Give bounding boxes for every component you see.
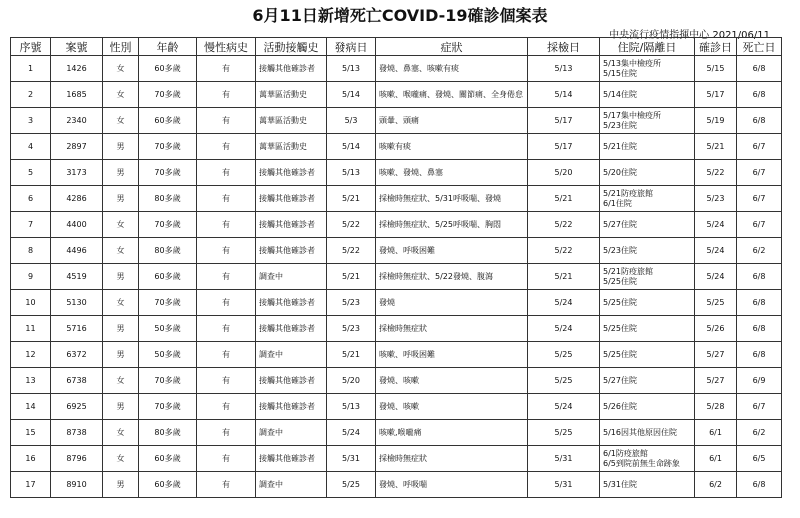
- cell-activity: 萬華區活動史: [256, 134, 327, 160]
- cell-hospital-date: 5/16因其他原因住院: [600, 420, 695, 446]
- cell-chronic: 有: [197, 212, 256, 238]
- cell-symptoms: 發燒、呼吸困難: [376, 238, 528, 264]
- cell-case-no: 6738: [51, 368, 103, 394]
- cell-activity: 調查中: [256, 420, 327, 446]
- cell-death-date: 6/8: [737, 316, 782, 342]
- cell-seq: 4: [11, 134, 51, 160]
- cell-seq: 15: [11, 420, 51, 446]
- cell-activity: 接觸其他確診者: [256, 368, 327, 394]
- cell-age: 50多歲: [139, 316, 197, 342]
- cell-sex: 男: [103, 342, 139, 368]
- cell-death-date: 6/8: [737, 82, 782, 108]
- table-row: [11, 290, 782, 316]
- cell-age: 70多歲: [139, 368, 197, 394]
- col-header-chronic: 慢性病史: [197, 38, 256, 56]
- cell-onset: 5/21: [327, 342, 376, 368]
- cell-seq: 16: [11, 446, 51, 472]
- cell-test-date: 5/31: [528, 472, 600, 498]
- cell-symptoms: 咳嗽、發燒、鼻塞: [376, 160, 528, 186]
- table-row: [11, 472, 782, 498]
- cell-test-date: 5/25: [528, 368, 600, 394]
- cell-seq: 8: [11, 238, 51, 264]
- cell-test-date: 5/24: [528, 290, 600, 316]
- cell-seq: 6: [11, 186, 51, 212]
- cell-sex: 女: [103, 212, 139, 238]
- cell-confirm-date: 5/21: [695, 134, 737, 160]
- cell-case-no: 4400: [51, 212, 103, 238]
- cell-symptoms: 咳嗽,喉嚨痛: [376, 420, 528, 446]
- cell-confirm-date: 6/2: [695, 472, 737, 498]
- cell-chronic: 有: [197, 368, 256, 394]
- cell-onset: 5/14: [327, 82, 376, 108]
- col-header-death-date: 死亡日: [737, 38, 782, 56]
- cell-test-date: 5/17: [528, 134, 600, 160]
- table-row: [11, 212, 782, 238]
- cell-death-date: 6/8: [737, 342, 782, 368]
- cell-sex: 女: [103, 290, 139, 316]
- cell-activity: 接觸其他確診者: [256, 290, 327, 316]
- cell-sex: 男: [103, 394, 139, 420]
- cell-test-date: 5/25: [528, 342, 600, 368]
- cell-age: 70多歲: [139, 290, 197, 316]
- cell-sex: 女: [103, 446, 139, 472]
- cell-seq: 9: [11, 264, 51, 290]
- cell-symptoms: 發燒、咳嗽: [376, 394, 528, 420]
- cell-seq: 17: [11, 472, 51, 498]
- cell-symptoms: 採檢時無症狀、5/25呼吸喘、胸悶: [376, 212, 528, 238]
- cell-activity: 接觸其他確診者: [256, 186, 327, 212]
- cell-test-date: 5/17: [528, 108, 600, 134]
- col-header-symptoms: 症狀: [376, 38, 528, 56]
- cell-test-date: 5/21: [528, 264, 600, 290]
- table-row: [11, 134, 782, 160]
- cell-symptoms: 咳嗽、呼吸困難: [376, 342, 528, 368]
- cell-seq: 13: [11, 368, 51, 394]
- cell-symptoms: 發燒、咳嗽: [376, 368, 528, 394]
- cell-hospital-date: 5/26住院: [600, 394, 695, 420]
- cell-activity: 接觸其他確診者: [256, 394, 327, 420]
- cell-sex: 男: [103, 186, 139, 212]
- table-row: [11, 446, 782, 472]
- cell-case-no: 4519: [51, 264, 103, 290]
- page-title: 6月11日新增死亡COVID-19確診個案表: [252, 6, 548, 25]
- header-row: [11, 38, 782, 56]
- cell-confirm-date: 5/27: [695, 342, 737, 368]
- col-header-age: 年齡: [139, 38, 197, 56]
- cell-chronic: 有: [197, 394, 256, 420]
- cell-confirm-date: 6/1: [695, 446, 737, 472]
- table-row: [11, 56, 782, 82]
- cell-case-no: 8910: [51, 472, 103, 498]
- cell-age: 60多歲: [139, 56, 197, 82]
- cell-symptoms: 採檢時無症狀: [376, 316, 528, 342]
- cell-death-date: 6/8: [737, 264, 782, 290]
- cell-chronic: 有: [197, 82, 256, 108]
- cell-death-date: 6/5: [737, 446, 782, 472]
- cell-confirm-date: 5/15: [695, 56, 737, 82]
- cell-activity: 萬華區活動史: [256, 108, 327, 134]
- cell-hospital-date: 5/23住院: [600, 238, 695, 264]
- col-header-activity: 活動接觸史: [256, 38, 327, 56]
- cell-chronic: 有: [197, 264, 256, 290]
- cell-case-no: 8796: [51, 446, 103, 472]
- cell-seq: 3: [11, 108, 51, 134]
- cell-hospital-date: 6/1防疫旅館 6/5到院前無生命跡象: [600, 446, 695, 472]
- cell-seq: 10: [11, 290, 51, 316]
- cell-age: 70多歲: [139, 134, 197, 160]
- cell-case-no: 8738: [51, 420, 103, 446]
- cell-sex: 男: [103, 472, 139, 498]
- cell-onset: 5/31: [327, 446, 376, 472]
- cell-confirm-date: 5/25: [695, 290, 737, 316]
- cell-hospital-date: 5/13集中檢疫所 5/15住院: [600, 56, 695, 82]
- cell-onset: 5/22: [327, 212, 376, 238]
- cell-hospital-date: 5/21住院: [600, 134, 695, 160]
- cell-test-date: 5/24: [528, 394, 600, 420]
- cell-symptoms: 咳嗽、喉嚨痛、發燒、關節痛、全身倦怠: [376, 82, 528, 108]
- cell-death-date: 6/7: [737, 134, 782, 160]
- cell-age: 60多歲: [139, 108, 197, 134]
- cell-sex: 女: [103, 108, 139, 134]
- cell-confirm-date: 5/24: [695, 238, 737, 264]
- cell-death-date: 6/8: [737, 472, 782, 498]
- cell-sex: 女: [103, 420, 139, 446]
- cell-confirm-date: 5/24: [695, 264, 737, 290]
- cell-age: 80多歲: [139, 420, 197, 446]
- cell-symptoms: 採檢時無症狀、5/31呼吸喘、發燒: [376, 186, 528, 212]
- cell-death-date: 6/7: [737, 394, 782, 420]
- cell-seq: 14: [11, 394, 51, 420]
- cell-seq: 11: [11, 316, 51, 342]
- cell-chronic: 有: [197, 420, 256, 446]
- table-row: [11, 82, 782, 108]
- cell-onset: 5/20: [327, 368, 376, 394]
- cell-test-date: 5/22: [528, 238, 600, 264]
- cell-sex: 女: [103, 368, 139, 394]
- cell-onset: 5/23: [327, 290, 376, 316]
- table-row: [11, 342, 782, 368]
- cell-age: 80多歲: [139, 186, 197, 212]
- cell-symptoms: 頭暈、頭痛: [376, 108, 528, 134]
- cell-activity: 接觸其他確診者: [256, 160, 327, 186]
- cell-chronic: 有: [197, 56, 256, 82]
- col-header-confirm-date: 確診日: [695, 38, 737, 56]
- col-header-seq: 序號: [11, 38, 51, 56]
- cell-chronic: 有: [197, 342, 256, 368]
- cell-death-date: 6/8: [737, 108, 782, 134]
- cell-chronic: 有: [197, 316, 256, 342]
- cell-onset: 5/21: [327, 264, 376, 290]
- cell-hospital-date: 5/27住院: [600, 368, 695, 394]
- cell-age: 70多歲: [139, 160, 197, 186]
- col-header-case-no: 案號: [51, 38, 103, 56]
- cell-confirm-date: 5/17: [695, 82, 737, 108]
- cell-onset: 5/25: [327, 472, 376, 498]
- cell-chronic: 有: [197, 108, 256, 134]
- cell-seq: 1: [11, 56, 51, 82]
- cell-test-date: 5/25: [528, 420, 600, 446]
- cell-chronic: 有: [197, 186, 256, 212]
- cell-onset: 5/23: [327, 316, 376, 342]
- cell-symptoms: 採檢時無症狀: [376, 446, 528, 472]
- cell-chronic: 有: [197, 238, 256, 264]
- cell-onset: 5/13: [327, 56, 376, 82]
- cell-confirm-date: 5/26: [695, 316, 737, 342]
- cell-test-date: 5/14: [528, 82, 600, 108]
- cell-age: 60多歲: [139, 264, 197, 290]
- cell-confirm-date: 5/24: [695, 212, 737, 238]
- cell-sex: 男: [103, 316, 139, 342]
- cell-activity: 接觸其他確診者: [256, 212, 327, 238]
- table-row: [11, 108, 782, 134]
- table-row: [11, 316, 782, 342]
- table-row: [11, 394, 782, 420]
- table-row: [11, 420, 782, 446]
- cell-case-no: 5716: [51, 316, 103, 342]
- cell-symptoms: 發燒、鼻塞、咳嗽有痰: [376, 56, 528, 82]
- cell-chronic: 有: [197, 290, 256, 316]
- cell-onset: 5/21: [327, 186, 376, 212]
- cell-symptoms: 咳嗽有痰: [376, 134, 528, 160]
- cell-chronic: 有: [197, 134, 256, 160]
- cell-sex: 男: [103, 134, 139, 160]
- table-row: [11, 368, 782, 394]
- cell-hospital-date: 5/31住院: [600, 472, 695, 498]
- col-header-hospital-date: 住院/隔離日: [600, 38, 695, 56]
- cell-activity: 調查中: [256, 342, 327, 368]
- case-table: [10, 37, 782, 498]
- cell-sex: 男: [103, 160, 139, 186]
- table-row: [11, 238, 782, 264]
- cell-test-date: 5/24: [528, 316, 600, 342]
- cell-hospital-date: 5/25住院: [600, 316, 695, 342]
- cell-hospital-date: 5/21防疫旅館 5/25住院: [600, 264, 695, 290]
- cell-seq: 12: [11, 342, 51, 368]
- cell-case-no: 2897: [51, 134, 103, 160]
- cell-activity: 接觸其他確診者: [256, 316, 327, 342]
- cell-age: 50多歲: [139, 342, 197, 368]
- cell-case-no: 1685: [51, 82, 103, 108]
- cell-test-date: 5/22: [528, 212, 600, 238]
- cell-activity: 接觸其他確診者: [256, 56, 327, 82]
- cell-test-date: 5/21: [528, 186, 600, 212]
- cell-hospital-date: 5/21防疫旅館 6/1住院: [600, 186, 695, 212]
- cell-hospital-date: 5/25住院: [600, 290, 695, 316]
- cell-death-date: 6/8: [737, 56, 782, 82]
- cell-symptoms: 採檢時無症狀、5/22發燒、腹瀉: [376, 264, 528, 290]
- cell-hospital-date: 5/17集中檢疫所 5/23住院: [600, 108, 695, 134]
- cell-case-no: 6925: [51, 394, 103, 420]
- cell-seq: 7: [11, 212, 51, 238]
- cell-death-date: 6/2: [737, 420, 782, 446]
- cell-death-date: 6/9: [737, 368, 782, 394]
- cell-activity: 接觸其他確診者: [256, 238, 327, 264]
- cell-hospital-date: 5/14住院: [600, 82, 695, 108]
- cell-sex: 男: [103, 264, 139, 290]
- cell-activity: 調查中: [256, 264, 327, 290]
- cell-symptoms: 發燒、呼吸喘: [376, 472, 528, 498]
- cell-hospital-date: 5/25住院: [600, 342, 695, 368]
- cell-test-date: 5/31: [528, 446, 600, 472]
- cell-confirm-date: 5/23: [695, 186, 737, 212]
- cell-age: 60多歲: [139, 446, 197, 472]
- cell-age: 70多歲: [139, 82, 197, 108]
- cell-case-no: 1426: [51, 56, 103, 82]
- cell-symptoms: 發燒: [376, 290, 528, 316]
- cell-death-date: 6/7: [737, 212, 782, 238]
- cell-activity: 萬華區活動史: [256, 82, 327, 108]
- cell-age: 70多歲: [139, 394, 197, 420]
- cell-age: 70多歲: [139, 212, 197, 238]
- cell-seq: 5: [11, 160, 51, 186]
- cell-death-date: 6/7: [737, 160, 782, 186]
- agency-date: 中央流行疫情指揮中心 2021/06/11: [609, 30, 770, 41]
- cell-case-no: 4286: [51, 186, 103, 212]
- cell-death-date: 6/8: [737, 290, 782, 316]
- table-row: [11, 186, 782, 212]
- cell-sex: 女: [103, 56, 139, 82]
- cell-case-no: 2340: [51, 108, 103, 134]
- cell-confirm-date: 5/27: [695, 368, 737, 394]
- cell-hospital-date: 5/20住院: [600, 160, 695, 186]
- col-header-onset: 發病日: [327, 38, 376, 56]
- cell-confirm-date: 6/1: [695, 420, 737, 446]
- cell-sex: 女: [103, 82, 139, 108]
- cell-case-no: 4496: [51, 238, 103, 264]
- cell-test-date: 5/20: [528, 160, 600, 186]
- cell-onset: 5/13: [327, 394, 376, 420]
- cell-onset: 5/24: [327, 420, 376, 446]
- cell-activity: 調查中: [256, 472, 327, 498]
- cell-onset: 5/22: [327, 238, 376, 264]
- cell-onset: 5/13: [327, 160, 376, 186]
- cell-case-no: 3173: [51, 160, 103, 186]
- cell-chronic: 有: [197, 446, 256, 472]
- cell-onset: 5/3: [327, 108, 376, 134]
- cell-confirm-date: 5/28: [695, 394, 737, 420]
- cell-death-date: 6/7: [737, 186, 782, 212]
- cell-chronic: 有: [197, 472, 256, 498]
- cell-age: 80多歲: [139, 238, 197, 264]
- cell-case-no: 5130: [51, 290, 103, 316]
- cell-onset: 5/14: [327, 134, 376, 160]
- table-body: [11, 56, 782, 498]
- col-header-test-date: 採檢日: [528, 38, 600, 56]
- cell-sex: 女: [103, 238, 139, 264]
- cell-death-date: 6/2: [737, 238, 782, 264]
- cell-confirm-date: 5/19: [695, 108, 737, 134]
- table-row: [11, 264, 782, 290]
- cell-seq: 2: [11, 82, 51, 108]
- cell-hospital-date: 5/27住院: [600, 212, 695, 238]
- cell-activity: 接觸其他確診者: [256, 446, 327, 472]
- cell-test-date: 5/13: [528, 56, 600, 82]
- cell-chronic: 有: [197, 160, 256, 186]
- col-header-sex: 性別: [103, 38, 139, 56]
- cell-case-no: 6372: [51, 342, 103, 368]
- cell-confirm-date: 5/22: [695, 160, 737, 186]
- cell-age: 60多歲: [139, 472, 197, 498]
- table-row: [11, 160, 782, 186]
